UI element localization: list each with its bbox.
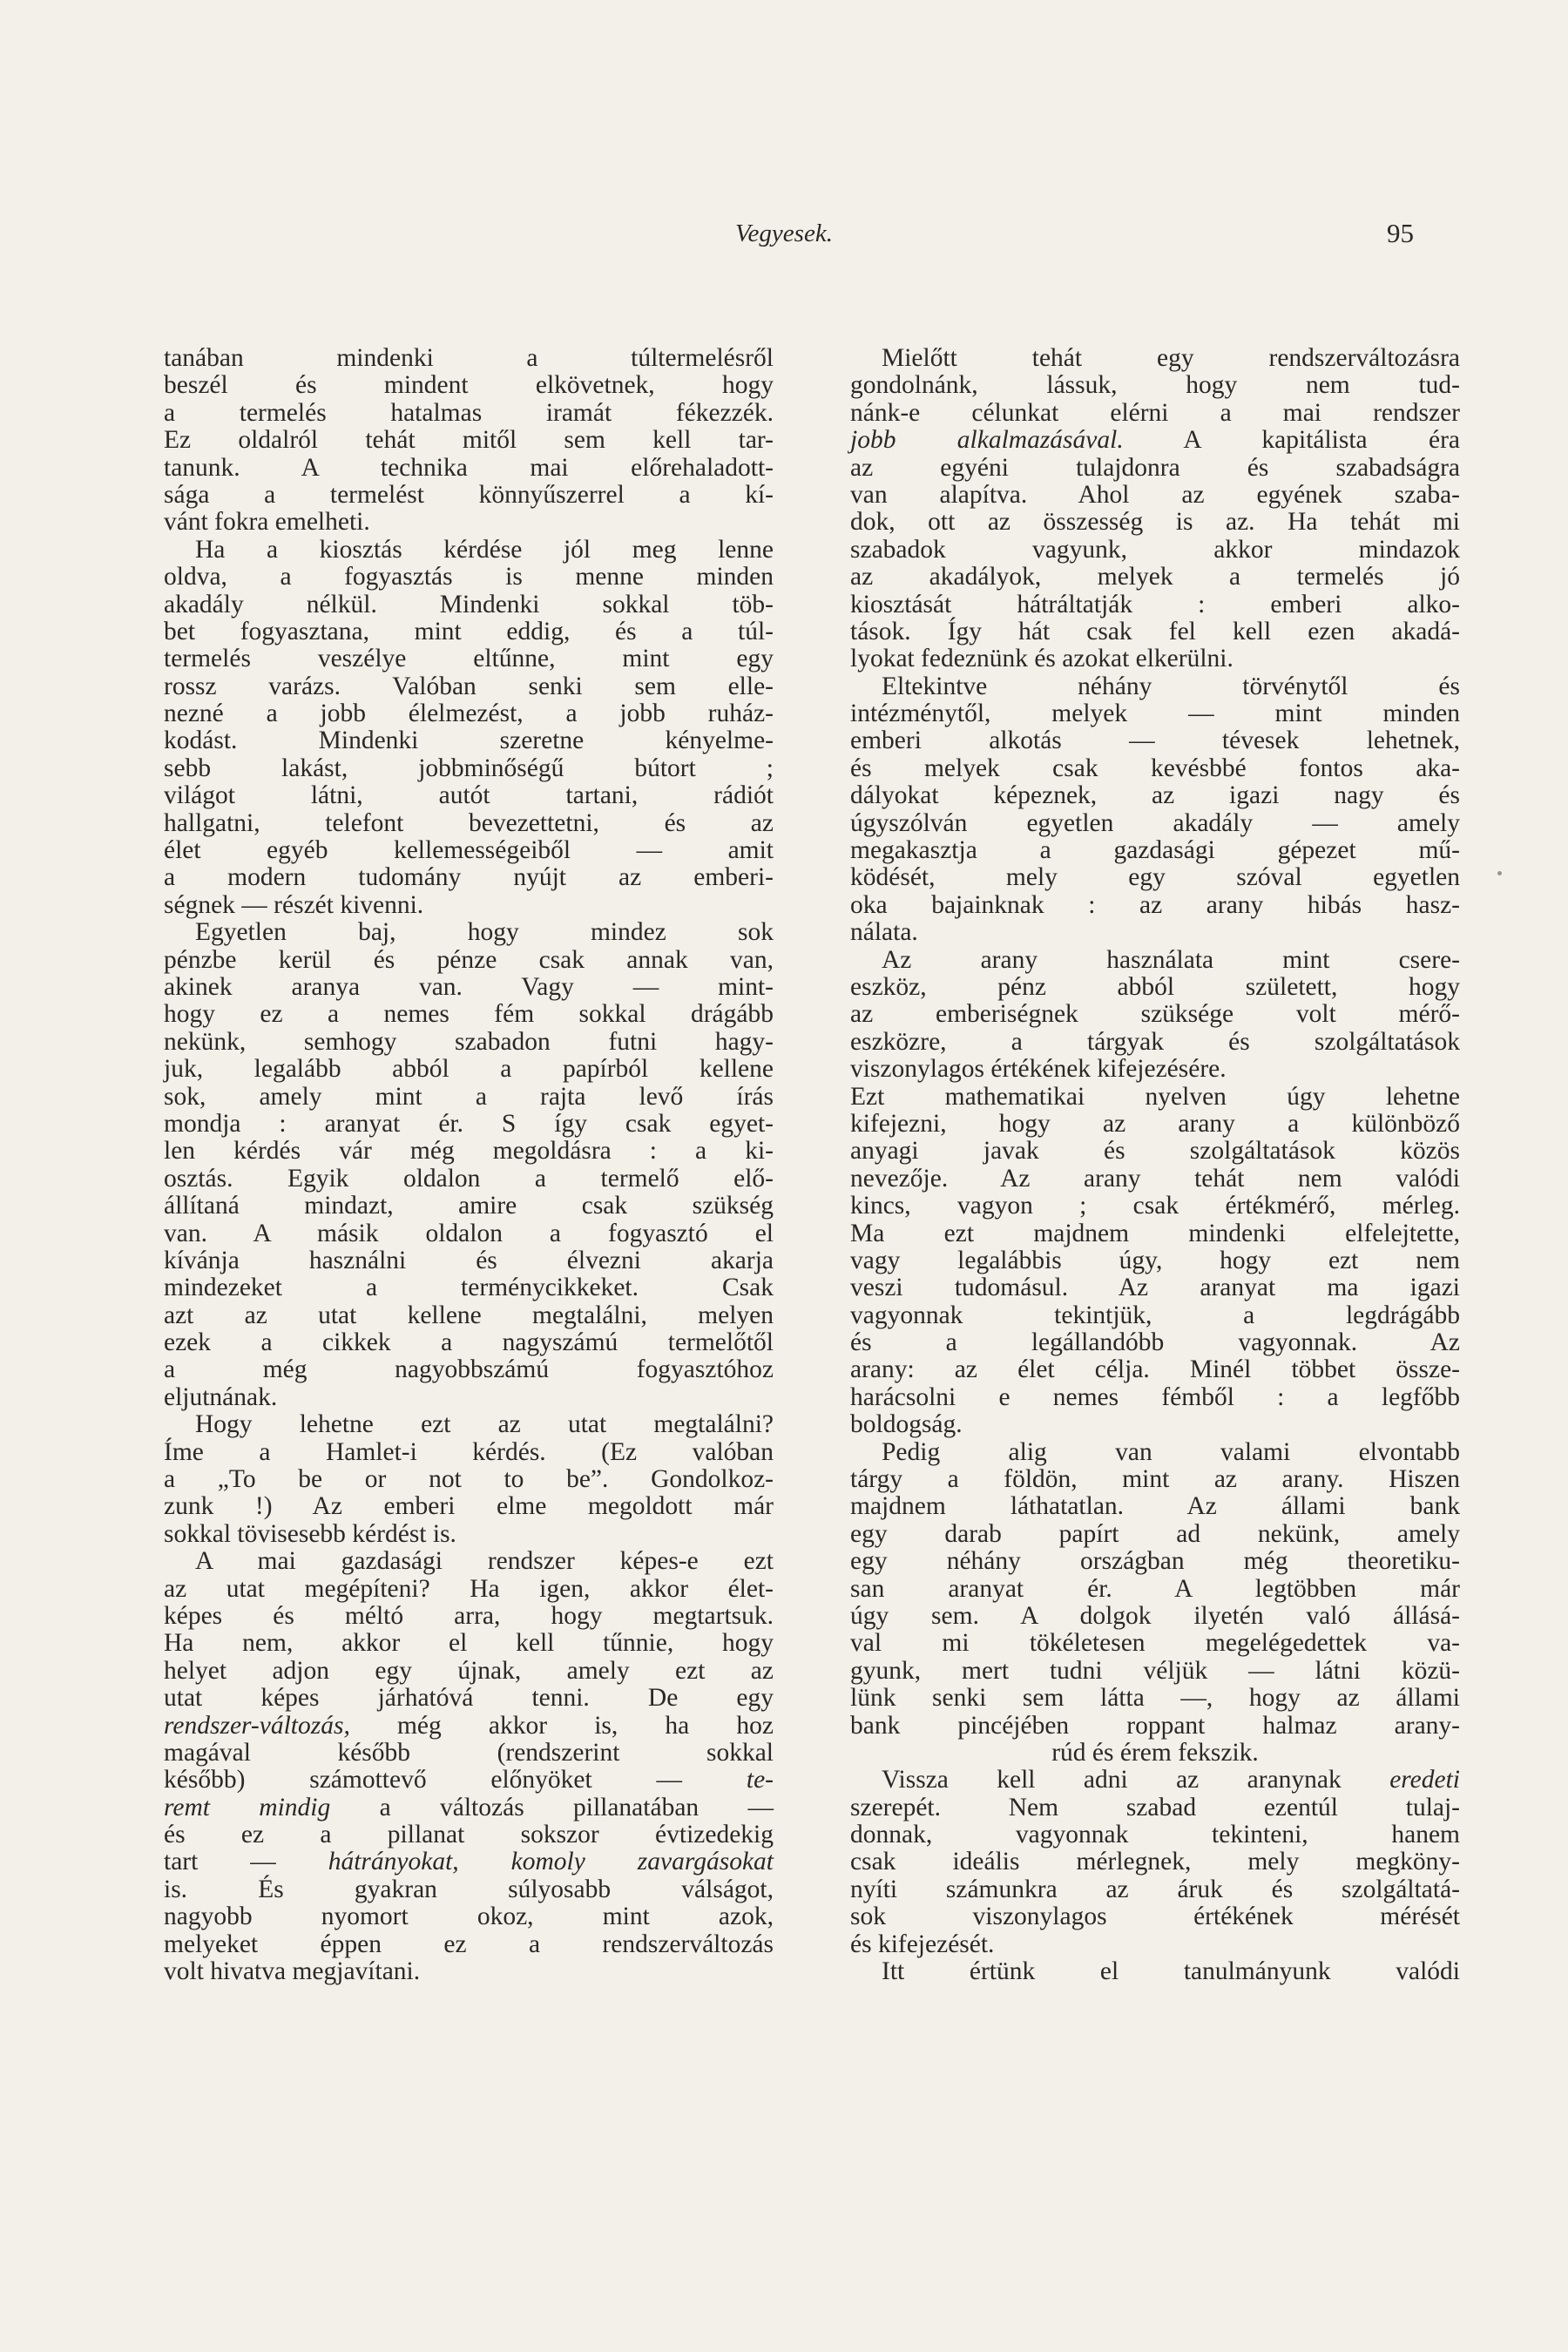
text-line: anyagi javak és szolgáltatások közös (850, 1137, 1460, 1166)
text-line: viszonylagos értékének kifejezésére. (850, 1055, 1227, 1084)
text-line: később) számottevő előnyöket — te- (164, 1766, 774, 1794)
text-line: majdnem láthatatlan. Az állami bank (850, 1492, 1460, 1521)
text-line: sebb lakást, jobbminőségű bútort ; (164, 754, 774, 782)
text-line: tárgy a földön, mint az arany. Hiszen (850, 1465, 1460, 1494)
text-line: csak ideális mérlegnek, mely megköny- (850, 1848, 1460, 1876)
text-line: Ezt mathematikai nyelven úgy lehetne (850, 1082, 1460, 1111)
text-line: Hogy lehetne ezt az utat megtalálni? (195, 1410, 774, 1439)
text-line: boldogság. (850, 1410, 963, 1439)
text-line: élet egyéb kellemességeiből — amit (164, 836, 774, 865)
text-line: és melyek csak kevésbbé fontos aka- (850, 754, 1460, 782)
text-line: egy néhány országban még theoretiku- (850, 1547, 1460, 1576)
text-line: úgyszólván egyetlen akadály — amely (850, 808, 1460, 837)
text-line: sok viszonylagos értékének mérését (850, 1903, 1460, 1931)
text-line: nyíti számunkra az áruk és szolgáltatá- (850, 1875, 1460, 1903)
text-line: arany: az élet célja. Minél többet össze- (850, 1355, 1460, 1384)
right-text-column (850, 345, 1460, 1985)
text-line: az egyéni tulajdonra és szabadságra (850, 453, 1460, 482)
text-line: Ha nem, akkor el kell tűnnie, hogy (164, 1629, 774, 1658)
text-line: Mielőtt tehát egy rendszerváltozásra (882, 344, 1460, 372)
text-line: kincs, vagyon ; csak értékmérő, mérleg. (850, 1192, 1460, 1220)
text-line: kodást. Mindenki szeretne kényelme- (164, 727, 774, 755)
text-line: megakasztja a gazdasági gépezet mű- (850, 836, 1460, 865)
text-line: oldva, a fogyasztás is menne minden (164, 563, 774, 591)
text-line: állítaná mindazt, amire csak szükség (164, 1192, 774, 1220)
text-line: nekünk, semhogy szabadon futni hagy- (164, 1027, 774, 1056)
text-line: magával később (rendszerint sokkal (164, 1738, 774, 1767)
text-line: donnak, vagyonnak tekinteni, hanem (850, 1821, 1460, 1849)
text-line: Itt értünk el tanulmányunk valódi (882, 1957, 1460, 1986)
text-line: emberi alkotás — tévesek lehetnek, (850, 727, 1460, 755)
text-line: A mai gazdasági rendszer képes-e ezt (195, 1547, 774, 1576)
text-line: Ma ezt majdnem mindenki elfelejtette, (850, 1219, 1460, 1247)
text-line: kiosztását hátráltatják : emberi alko- (850, 590, 1460, 618)
text-line: vagy legalábbis úgy, hogy ezt nem (850, 1246, 1460, 1274)
text-line: azt az utat kellene megtalálni, melyen (164, 1301, 774, 1329)
text-line: az emberiségnek szüksége volt mérő- (850, 1000, 1460, 1029)
text-line: intézménytől, melyek — mint minden (850, 700, 1460, 728)
text-line: a még nagyobbszámú fogyasztóhoz (164, 1355, 774, 1384)
text-line: és a legállandóbb vagyonnak. Az (850, 1328, 1460, 1357)
text-line: rúd és érem fekszik. (1051, 1738, 1259, 1767)
text-line: sokkal tövisesebb kérdést is. (164, 1519, 456, 1548)
text-line: nevezője. Az arany tehát nem valódi (850, 1164, 1460, 1193)
text-line: eszköz, pénz abból született, hogy (850, 972, 1460, 1001)
text-line: termelés veszélye eltűnne, mint egy (164, 645, 774, 673)
text-line: a „To be or not to be”. Gondolkoz- (164, 1465, 774, 1494)
text-line: vánt fokra emelheti. (164, 508, 370, 537)
text-line: és kifejezését. (850, 1930, 995, 1958)
text-line: ködését, mely egy szóval egyetlen (850, 863, 1460, 892)
text-line: a modern tudomány nyújt az emberi- (164, 863, 774, 892)
text-line: lünk senki sem látta —, hogy az állami (850, 1684, 1460, 1713)
text-line: eljutnának. (164, 1382, 278, 1411)
text-line: bank pincéjében roppant halmaz arany- (850, 1711, 1460, 1740)
text-line: vagyonnak tekintjük, a legdrágább (850, 1301, 1460, 1329)
text-line: világot látni, autót tartani, rádiót (164, 781, 774, 810)
text-line: nálata. (850, 918, 918, 947)
text-line: Pedig alig van valami elvontabb (882, 1437, 1460, 1466)
text-line: mondja : aranyat ér. S így csak egyet- (164, 1109, 774, 1138)
text-line: nánk-e célunkat elérni a mai rendszer (850, 398, 1460, 427)
text-line: veszi tudomásul. Az aranyat ma igazi (850, 1274, 1460, 1302)
text-line: hogy ez a nemes fém sokkal drágább (164, 1000, 774, 1029)
text-line: szabadok vagyunk, akkor mindazok (850, 535, 1460, 564)
text-line: kívánja használni és élvezni akarja (164, 1246, 774, 1274)
text-line: volt hivatva megjavítani. (164, 1957, 421, 1986)
text-line: szerepét. Nem szabad ezentúl tulaj- (850, 1793, 1460, 1821)
margin-speck (1497, 871, 1502, 875)
text-line: nezné a jobb élelmezést, a jobb ruház- (164, 700, 774, 728)
text-line: len kérdés vár még megoldásra : a ki- (164, 1137, 774, 1166)
text-line: rossz varázs. Valóban senki sem elle- (164, 672, 774, 700)
text-line: dok, ott az összesség is az. Ha tehát mi (850, 508, 1460, 537)
text-line: oka bajainknak : az arany hibás hasz- (850, 890, 1460, 919)
text-line: Íme a Hamlet-i kérdés. (Ez valóban (164, 1437, 774, 1466)
text-line: Vissza kell adni az aranynak eredeti (882, 1766, 1460, 1794)
text-line: lyokat fedeznünk és azokat elkerülni. (850, 645, 1233, 673)
text-line: rendszer-változás, még akkor is, ha hoz (164, 1711, 774, 1740)
text-line: kifejezni, hogy az arany a különböző (850, 1109, 1460, 1138)
text-line: helyet adjon egy újnak, amely ezt az (164, 1656, 774, 1685)
text-line: az utat megépíteni? Ha igen, akkor élet- (164, 1574, 774, 1603)
text-line: zunk !) Az emberi elme megoldott már (164, 1492, 774, 1521)
text-line: Az arany használata mint csere- (882, 945, 1460, 974)
text-line: gondolnánk, lássuk, hogy nem tud- (850, 371, 1460, 400)
page-number: 95 (1387, 218, 1414, 248)
text-line: sok, amely mint a rajta levő írás (164, 1082, 774, 1111)
text-line: sága a termelést könnyűszerrel a kí- (164, 480, 774, 509)
text-line: a termelés hatalmas iramát fékezzék. (164, 398, 774, 427)
text-line: juk, legalább abból a papírból kellene (164, 1055, 774, 1084)
text-line: akadály nélkül. Mindenki sokkal töb- (164, 590, 774, 618)
text-line: melyeket éppen ez a rendszerváltozás (164, 1930, 774, 1958)
text-line: és ez a pillanat sokszor évtizedekig (164, 1821, 774, 1849)
text-line: van. A másik oldalon a fogyasztó el (164, 1219, 774, 1247)
text-line: hallgatni, telefont bevezettetni, és az (164, 808, 774, 837)
text-line: harácsolni e nemes fémből : a legfőbb (850, 1382, 1460, 1411)
text-line: Egyetlen baj, hogy mindez sok (195, 918, 774, 947)
text-line: san aranyat ér. A legtöbben már (850, 1574, 1460, 1603)
text-line: tanában mindenki a túltermelésről (164, 344, 774, 372)
text-line: jobb alkalmazásával. A kapitálista éra (850, 426, 1460, 455)
text-line: ezek a cikkek a nagyszámú termelőtől (164, 1328, 774, 1357)
text-line: pénzbe kerül és pénze csak annak van, (164, 945, 774, 974)
text-line: osztás. Egyik oldalon a termelő elő- (164, 1164, 774, 1193)
text-line: Ez oldalról tehát mitől sem kell tar- (164, 426, 774, 455)
text-line: remt mindig a változás pillanatában — (164, 1793, 774, 1821)
text-line: mindezeket a terménycikkeket. Csak (164, 1274, 774, 1302)
text-line: gyunk, mert tudni véljük — látni közü- (850, 1656, 1460, 1685)
text-line: az akadályok, melyek a termelés jó (850, 563, 1460, 591)
text-line: val mi tökéletesen megelégedettek va- (850, 1629, 1460, 1658)
text-line: Ha a kiosztás kérdése jól meg lenne (195, 535, 774, 564)
text-line: egy darab papírt ad nekünk, amely (850, 1519, 1460, 1548)
text-line: Eltekintve néhány törvénytől és (882, 672, 1460, 700)
text-line: van alapítva. Ahol az egyének szaba- (850, 480, 1460, 509)
text-line: képes és méltó arra, hogy megtartsuk. (164, 1601, 774, 1630)
text-line: bet fogyasztana, mint eddig, és a túl- (164, 617, 774, 645)
running-header-title: Vegyesek. (735, 220, 833, 247)
text-line: úgy sem. A dolgok ilyetén való állásá- (850, 1601, 1460, 1630)
text-line: akinek aranya van. Vagy — mint- (164, 972, 774, 1001)
text-line: beszél és mindent elkövetnek, hogy (164, 371, 774, 400)
text-line: tások. Így hát csak fel kell ezen akadá- (850, 617, 1460, 645)
text-line: dályokat képeznek, az igazi nagy és (850, 781, 1460, 810)
text-line: eszközre, a tárgyak és szolgáltatások (850, 1027, 1460, 1056)
text-line: nagyobb nyomort okoz, mint azok, (164, 1903, 774, 1931)
text-line: utat képes járhatóvá tenni. De egy (164, 1684, 774, 1713)
text-line: is. És gyakran súlyosabb válságot, (164, 1875, 774, 1903)
text-line: tanunk. A technika mai előrehaladott- (164, 453, 774, 482)
left-text-column (164, 345, 774, 1985)
text-line: tart — hátrányokat, komoly zavargásokat (164, 1848, 774, 1876)
text-line: ségnek — részét kivenni. (164, 890, 424, 919)
